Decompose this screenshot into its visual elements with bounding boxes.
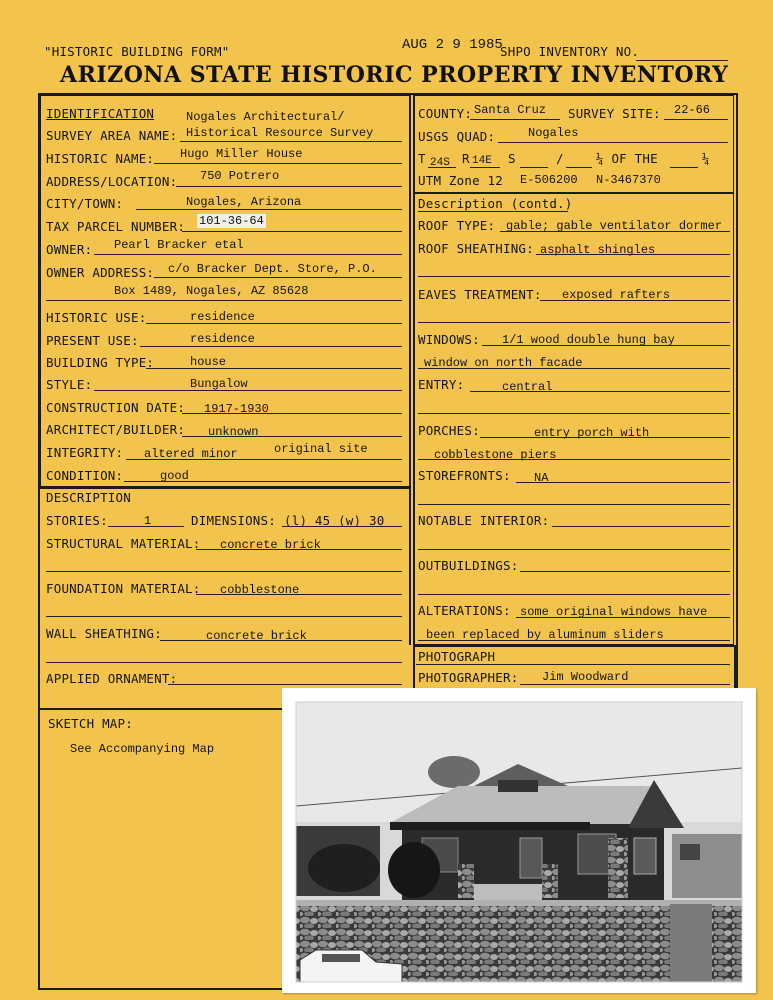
historic-name-field[interactable] bbox=[154, 163, 402, 164]
applied-ornament-field[interactable] bbox=[168, 684, 402, 685]
eaves-value: exposed rafters bbox=[562, 288, 671, 302]
integrity-value-2: original site bbox=[274, 442, 368, 456]
building-type-field[interactable] bbox=[146, 368, 402, 369]
wall-sheathing-field-2[interactable] bbox=[46, 662, 402, 663]
roof-type-label: ROOF TYPE: bbox=[418, 218, 496, 233]
wall-sheathing-label: WALL SHEATHING: bbox=[46, 626, 162, 641]
outbuildings-field-2[interactable] bbox=[418, 594, 730, 595]
dimensions-label: DIMENSIONS: bbox=[191, 513, 276, 528]
survey-site-label: SURVEY SITE: bbox=[568, 106, 661, 121]
form-label: "HISTORIC BUILDING FORM" bbox=[44, 44, 230, 59]
porches-field[interactable] bbox=[480, 437, 730, 438]
survey-area-field[interactable] bbox=[180, 141, 402, 142]
inventory-no-label: SHPO INVENTORY NO. bbox=[500, 44, 640, 59]
construction-date-field[interactable] bbox=[182, 413, 402, 414]
county-label: COUNTY: bbox=[418, 106, 473, 121]
windows-label: WINDOWS: bbox=[418, 332, 480, 347]
form-title: ARIZONA STATE HISTORIC PROPERTY INVENTORY bbox=[60, 62, 729, 88]
quarter-label: ¼ bbox=[702, 151, 710, 166]
photographer-value: Jim Woodward bbox=[542, 670, 629, 684]
utm-easting-value: E-506200 bbox=[520, 173, 578, 187]
city-value: Nogales, Arizona bbox=[186, 195, 302, 209]
storefronts-value: NA bbox=[534, 471, 549, 485]
entry-value: central bbox=[502, 380, 553, 394]
architect-label: ARCHITECT/BUILDER: bbox=[46, 422, 186, 437]
condition-value: good bbox=[160, 469, 189, 483]
tax-parcel-field[interactable] bbox=[182, 231, 402, 232]
photographer-label: PHOTOGRAPHER: bbox=[418, 670, 519, 685]
architect-field[interactable] bbox=[182, 436, 402, 437]
entry-label: ENTRY: bbox=[418, 377, 465, 392]
county-value: Santa Cruz bbox=[474, 103, 547, 117]
identification-heading: IDENTIFICATION bbox=[46, 106, 155, 121]
windows-field[interactable] bbox=[482, 345, 730, 346]
windows-field-2[interactable] bbox=[418, 368, 730, 369]
township-label: T bbox=[418, 151, 426, 166]
entry-field-2[interactable] bbox=[418, 413, 730, 414]
owner-label: OWNER: bbox=[46, 242, 93, 257]
notable-interior-field-2[interactable] bbox=[418, 549, 730, 550]
owner-field[interactable] bbox=[94, 254, 402, 255]
historic-use-field[interactable] bbox=[146, 323, 402, 324]
structural-label: STRUCTURAL MATERIAL: bbox=[46, 536, 201, 551]
outbuildings-label: OUTBUILDINGS: bbox=[418, 558, 519, 573]
alterations-field[interactable] bbox=[516, 617, 730, 618]
owner-address-label: OWNER ADDRESS: bbox=[46, 265, 155, 280]
section-field[interactable] bbox=[520, 167, 548, 168]
structural-field-2[interactable] bbox=[46, 571, 402, 572]
survey-area-value-2: Historical Resource Survey bbox=[186, 126, 374, 140]
city-field[interactable] bbox=[136, 209, 402, 210]
date-stamp: AUG 2 9 1985 bbox=[402, 37, 503, 53]
house-photograph bbox=[282, 688, 756, 993]
owner-value: Pearl Bracker etal bbox=[114, 238, 244, 252]
description-heading: DESCRIPTION bbox=[46, 490, 131, 505]
owner-address-value-1: c/o Bracker Dept. Store, P.O. bbox=[168, 262, 377, 276]
integrity-value: altered minor bbox=[144, 447, 238, 461]
wall-sheathing-value: concrete brick bbox=[206, 629, 307, 643]
usgs-quad-value: Nogales bbox=[528, 126, 579, 140]
range-value: 14E bbox=[472, 155, 492, 167]
historic-name-value: Hugo Miller House bbox=[180, 147, 303, 161]
address-field[interactable] bbox=[176, 186, 402, 187]
roof-type-field[interactable] bbox=[500, 231, 730, 232]
inventory-no-field[interactable] bbox=[636, 60, 728, 61]
roof-type-value: gable; gable ventilator dormer bbox=[506, 219, 723, 233]
tax-parcel-label: TAX PARCEL NUMBER: bbox=[46, 219, 186, 234]
windows-value-1: 1/1 wood double hung bay bbox=[502, 333, 675, 347]
survey-area-value-1: Nogales Architectural/ bbox=[186, 110, 345, 124]
foundation-field-2[interactable] bbox=[46, 616, 402, 617]
owner-address-field-2[interactable] bbox=[46, 300, 402, 301]
house-photo-image bbox=[282, 688, 756, 993]
photographer-field[interactable] bbox=[520, 684, 730, 685]
structural-field[interactable] bbox=[196, 549, 402, 550]
city-label: CITY/TOWN: bbox=[46, 196, 124, 211]
description-contd-heading: Description (contd.) bbox=[418, 196, 573, 211]
applied-ornament-label: APPLIED ORNAMENT: bbox=[46, 671, 178, 686]
photograph-divider bbox=[416, 664, 730, 665]
storefronts-label: STOREFRONTS: bbox=[418, 468, 511, 483]
roof-sheathing-field-2[interactable] bbox=[418, 276, 730, 277]
condition-field[interactable] bbox=[124, 481, 402, 482]
survey-site-value: 22-66 bbox=[674, 103, 711, 117]
present-use-value: residence bbox=[190, 332, 255, 346]
quarter-of-the-label: ¼ OF THE bbox=[596, 151, 658, 166]
historic-use-value: residence bbox=[190, 310, 255, 324]
notable-interior-label: NOTABLE INTERIOR: bbox=[418, 513, 550, 528]
address-value: 750 Potrero bbox=[200, 169, 280, 183]
construction-date-value: 1917-1930 bbox=[204, 402, 269, 416]
stories-field[interactable] bbox=[108, 526, 184, 527]
foundation-value: cobblestone bbox=[220, 583, 300, 597]
foundation-label: FOUNDATION MATERIAL: bbox=[46, 581, 201, 596]
township-value: 24S bbox=[430, 157, 450, 169]
sketch-map-heading: SKETCH MAP: bbox=[48, 716, 133, 731]
range-field[interactable] bbox=[470, 167, 500, 168]
utm-zone-label: UTM Zone 12 bbox=[418, 173, 503, 188]
alterations-field-2[interactable] bbox=[418, 640, 730, 641]
present-use-field[interactable] bbox=[140, 346, 402, 347]
building-type-label: BUILDING TYPE: bbox=[46, 355, 155, 370]
condition-label: CONDITION: bbox=[46, 468, 124, 483]
present-use-label: PRESENT USE: bbox=[46, 333, 139, 348]
utm-northing-value: N-3467370 bbox=[596, 173, 661, 187]
stories-label: STORIES: bbox=[46, 513, 108, 528]
section-label: S bbox=[508, 151, 516, 166]
eaves-field-2[interactable] bbox=[418, 322, 730, 323]
roof-sheathing-value: asphalt shingles bbox=[540, 243, 656, 257]
porches-value-2: cobblestone piers bbox=[434, 448, 557, 462]
porches-label: PORCHES: bbox=[418, 423, 480, 438]
porches-field-2[interactable] bbox=[418, 459, 730, 460]
photograph-heading: PHOTOGRAPH bbox=[418, 649, 496, 664]
address-label: ADDRESS/LOCATION: bbox=[46, 174, 178, 189]
entry-field[interactable] bbox=[470, 391, 730, 392]
eaves-field[interactable] bbox=[540, 300, 730, 301]
building-type-value: house bbox=[190, 355, 227, 369]
notable-interior-field[interactable] bbox=[552, 526, 730, 527]
eaves-label: EAVES TREATMENT: bbox=[418, 287, 542, 302]
description-contd-underline bbox=[418, 211, 568, 212]
dimensions-value: (l) 45 (w) 30 bbox=[284, 513, 385, 528]
quarter-field-2[interactable] bbox=[670, 167, 698, 168]
style-value: Bungalow bbox=[190, 377, 248, 391]
construction-date-label: CONSTRUCTION DATE: bbox=[46, 400, 186, 415]
alterations-label: ALTERATIONS: bbox=[418, 603, 511, 618]
integrity-label: INTEGRITY: bbox=[46, 445, 124, 460]
owner-address-field-1[interactable] bbox=[154, 277, 402, 278]
architect-value: unknown bbox=[208, 425, 259, 439]
porches-value-1: entry porch with bbox=[534, 426, 650, 440]
integrity-field[interactable] bbox=[126, 459, 402, 460]
usgs-quad-field[interactable] bbox=[498, 142, 728, 143]
township-field[interactable] bbox=[428, 167, 456, 168]
historic-name-label: HISTORIC NAME: bbox=[46, 151, 155, 166]
roof-sheathing-label: ROOF SHEATHING: bbox=[418, 241, 534, 256]
storefronts-field-2[interactable] bbox=[418, 504, 730, 505]
range-label: R bbox=[462, 151, 470, 166]
description-divider bbox=[40, 487, 410, 489]
survey-site-field[interactable] bbox=[664, 119, 728, 120]
outbuildings-field[interactable] bbox=[520, 571, 730, 572]
windows-value-2: window on north facade bbox=[424, 356, 583, 370]
quarter-field-1[interactable] bbox=[566, 167, 592, 168]
slash-label: / bbox=[556, 151, 564, 166]
wall-sheathing-field[interactable] bbox=[160, 640, 402, 641]
storefronts-field[interactable] bbox=[516, 482, 730, 483]
survey-area-label: SURVEY AREA NAME: bbox=[46, 128, 178, 143]
style-field[interactable] bbox=[94, 390, 402, 391]
alterations-value-2: been replaced by aluminum sliders bbox=[426, 628, 664, 642]
county-field[interactable] bbox=[470, 119, 560, 120]
foundation-field[interactable] bbox=[196, 594, 402, 595]
description-contd-block bbox=[414, 193, 734, 645]
structural-value: concrete brick bbox=[220, 538, 321, 552]
stories-value: 1 bbox=[144, 514, 152, 528]
roof-sheathing-field[interactable] bbox=[536, 254, 730, 255]
historic-use-label: HISTORIC USE: bbox=[46, 310, 147, 325]
sketch-map-note: See Accompanying Map bbox=[70, 742, 215, 756]
dimensions-field[interactable] bbox=[282, 526, 402, 527]
style-label: STYLE: bbox=[46, 377, 93, 392]
alterations-value-1: some original windows have bbox=[520, 605, 708, 619]
owner-address-value-2: Box 1489, Nogales, AZ 85628 bbox=[114, 284, 309, 298]
usgs-quad-label: USGS QUAD: bbox=[418, 129, 496, 144]
tax-parcel-value: 101-36-64 bbox=[199, 214, 264, 228]
